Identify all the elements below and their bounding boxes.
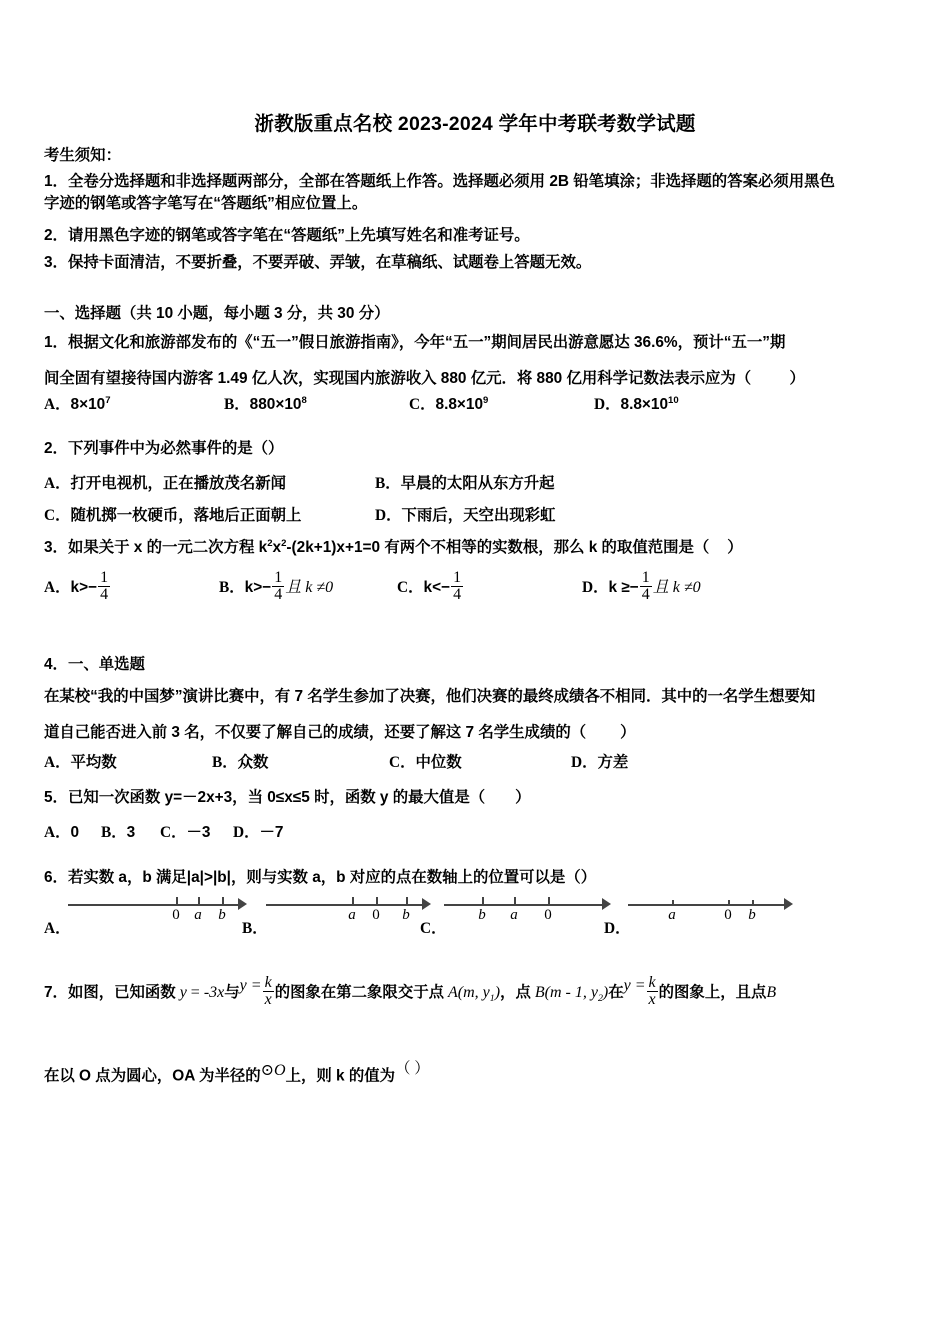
question-5-stem: 5．已知一次函数 y=－2x+3，当 0≤x≤5 时，函数 y 的最大值是（ ）	[44, 789, 531, 806]
question-1-options	[44, 392, 924, 414]
number-line-B: a 0 b	[266, 892, 441, 926]
number-line-A: 0 a b	[68, 892, 258, 926]
option-5-C[interactable]: C．－3	[160, 824, 211, 841]
question-3-options	[44, 570, 924, 604]
question-4-line1: 在某校“我的中国梦”演讲比赛中，有 7 名学生参加了决赛，他们决赛的最终成绩各不相同．其中的一名学生想要知	[44, 688, 816, 705]
arrow-head-icon	[784, 898, 793, 910]
option-1-D[interactable]: D．$8.8\times 10^{10}$	[594, 394, 679, 413]
notice-item-1	[44, 174, 910, 212]
option-2-D[interactable]: D．下雨后，天空出现彩虹	[375, 507, 556, 524]
math-y-equals: y =	[239, 976, 262, 994]
option-6-B-label: B．	[242, 920, 268, 937]
math-y-equals-minus-3x: y = -3x	[179, 984, 225, 1002]
fraction-one-quarter-C: $\frac{1}{4}$	[453, 569, 462, 604]
option-6-A[interactable]	[44, 888, 242, 940]
option-1-C[interactable]: C．$8.8\times 10^9$	[409, 394, 489, 413]
point-B-coordinates: B(m - 1, $y_2$)	[534, 984, 609, 1005]
question-5	[44, 785, 924, 807]
option-5-D[interactable]: D．－7	[233, 824, 284, 841]
option-2-A[interactable]: A．打开电视机，正在播放茂名新闻	[44, 475, 286, 492]
option-4-D[interactable]: D．方差	[571, 754, 629, 771]
fraction-k-over-x-1: $\frac{k}{x}$	[264, 974, 272, 1009]
fraction-k-over-x-2: $\frac{k}{x}$	[648, 974, 656, 1009]
question-6-options	[44, 888, 924, 940]
circle-O-symbol: ⊙O	[260, 1062, 286, 1080]
option-1-B[interactable]: B．$880\times 10^8$	[224, 394, 307, 413]
question-4-subtitle: 4．一、单选题	[44, 656, 145, 673]
number-line-D: a 0 b	[628, 892, 806, 926]
question-7-line2: 在以 O 点为圆心，OA 为半径的⊙O上，则 k 的值为（ ）	[44, 1060, 430, 1085]
question-2	[44, 436, 924, 458]
notice-item-3: 3．保持卡面清洁，不要折叠，不要弄破、弄皱，在草稿纸、试题卷上答题无效。	[44, 254, 592, 271]
option-2-B[interactable]: B．早晨的太阳从东方升起	[375, 475, 555, 492]
axis-line	[628, 904, 786, 906]
question-2-options-row1	[44, 471, 924, 493]
axis-line	[68, 904, 240, 906]
question-2-stem: 2．下列事件中为必然事件的是（）	[44, 440, 284, 457]
option-3-C[interactable]: C．k<− $\frac{1}{4}$	[397, 569, 462, 604]
question-7-line1: 7．如图，已知函数 y = -3x与y = $\frac{k}{x}$ 的图象在第二象限交于点 A(m, $y_1$)，点 B(m - 1, $y_2$)在y = $\frac{k}{x}$ 的图象上，且点B	[44, 974, 777, 1009]
answer-blank-parentheses: （ ）	[395, 1060, 430, 1077]
axis-line	[444, 904, 604, 906]
option-6-C-label: C．	[420, 920, 447, 937]
notice-heading: 考生须知：	[44, 147, 121, 164]
option-3-A[interactable]: A．k>− $\frac{1}{4}$	[44, 569, 109, 604]
notice-item-1-line1: 1．全卷分选择题和非选择题两部分，全部在答题纸上作答。选择题必须用 2B 铅笔填涂；非选择题的答案必须用黑色	[44, 173, 835, 190]
question-4-options	[44, 750, 924, 772]
option-1-A[interactable]: A．$8\times 10^7$	[44, 394, 111, 413]
option-5-A[interactable]: A．0	[44, 824, 80, 841]
axis-line	[266, 904, 424, 906]
question-6	[44, 865, 924, 887]
fraction-one-quarter-A: $\frac{1}{4}$	[100, 569, 109, 604]
page-title: 浙教版重点名校 2023-2024 学年中考联考数学试题	[254, 113, 696, 135]
question-1-line2: 间全固有望接待国内游客 1.49 亿人次，实现国内旅游收入 880 亿元．将 880 亿用科学记数法表示应为（ ）	[44, 370, 805, 387]
question-4	[44, 652, 924, 742]
option-5-B[interactable]: B．3	[101, 824, 136, 841]
point-A-coordinates: A(m, $y_1$)	[448, 984, 501, 1005]
notice-item-1-line2: 字迹的钢笔或答字笔写在“答题纸”相应位置上。	[44, 195, 368, 213]
option-4-B[interactable]: B．众数	[212, 754, 269, 771]
question-3	[44, 535, 924, 557]
question-1-line1: 1．根据文化和旅游部发布的《“五一”假日旅游指南》，今年“五一”期间居民出游意愿达 36.6%，预计“五一”期	[44, 334, 786, 351]
fraction-one-quarter-B: $\frac{1}{4}$	[274, 569, 283, 604]
option-6-C[interactable]	[420, 888, 604, 940]
section-heading-choice: 一、选择题（共 10 小题，每小题 3 分，共 30 分）	[44, 305, 390, 322]
option-6-D[interactable]	[604, 888, 784, 940]
option-4-A[interactable]: A．平均数	[44, 754, 117, 771]
option-2-C[interactable]: C．随机掷一枚硬币，落地后正面朝上	[44, 507, 302, 524]
question-2-options-row2	[44, 503, 924, 525]
option-4-C[interactable]: C．中位数	[389, 754, 462, 771]
option-6-D-label: D．	[604, 920, 631, 937]
option-3-D[interactable]: D．k ≥− $\frac{1}{4}$ 且 k ≠0	[582, 569, 701, 604]
question-6-stem: 6．若实数 a，b 满足|a|>|b|，则与实数 a，b 对应的点在数轴上的位置可以是（）	[44, 869, 597, 886]
option-3-B[interactable]: B．k>− $\frac{1}{4}$ 且 k ≠0	[219, 569, 334, 604]
question-5-options	[44, 820, 924, 842]
fraction-one-quarter-D: $\frac{1}{4}$	[641, 569, 650, 604]
question-4-line2: 道自己能否进入前 3 名，不仅要了解自己的成绩，还要了解这 7 名学生成绩的（ ）	[44, 724, 636, 741]
option-6-A-label: A．	[44, 920, 71, 937]
number-line-C: b a 0	[444, 892, 624, 926]
question-3-stem: 3．如果关于 x 的一元二次方程 $k^2x^2-(2k+1)x+1=0$ 有两个不相等的实数根，那么 k 的取值范围是（ ）	[44, 537, 743, 556]
math-y-equals-2: y =	[623, 976, 646, 994]
question-1	[44, 330, 924, 388]
option-6-B[interactable]	[242, 888, 420, 940]
notice-item-2: 2．请用黑色字迹的钢笔或答字笔在“答题纸”上先填写姓名和准考证号。	[44, 227, 530, 244]
